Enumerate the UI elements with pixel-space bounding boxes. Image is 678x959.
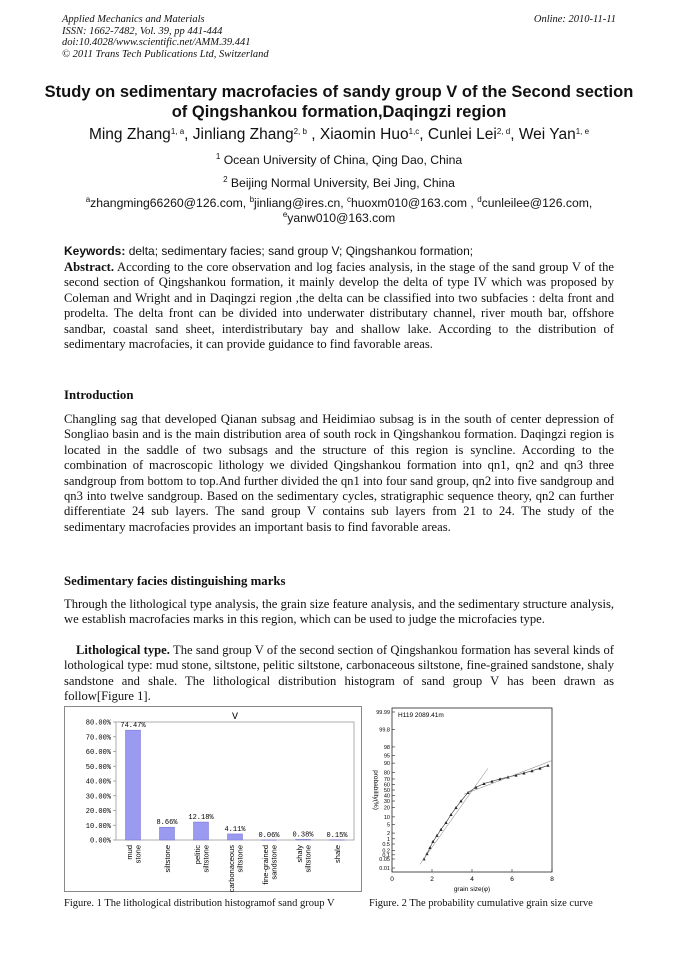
author: Wei Yan xyxy=(518,126,576,143)
plot-area xyxy=(116,722,354,840)
y-tick-label: 60.00% xyxy=(85,749,111,757)
data-label: 8.66% xyxy=(156,819,178,828)
x-tick-label: 6 xyxy=(510,876,514,883)
author-list: Ming Zhang$^{1, a}$, Jinliang Zhang$^{2, b}$ , Xiaomin Huo$^{1,c}$, Cunlei Lei$^{2, d}$, Wei Yan$^{1, e}$ xyxy=(88,126,590,143)
category-label-line: pelitic xyxy=(192,845,202,865)
online-date: Online: 2010-11-11 xyxy=(533,14,616,25)
journal-name: Applied Mechanics and Materials xyxy=(62,14,205,25)
introduction-text: Changling sag that developed Qianan subsag and Heidimiao subsag is in the south of center depression of Songliao basin and is the main distribution area of south rock in Qingshankou formation. Daqingzi region is located in the saddle of two subsags and the structure of this region is syncline. According to the combination of macroscopic lithology we divided Qingshankou formation into qn1, qn2 and qn3 three sandgroup from bottom to top.And further divided the qn1 into four sand group, qn2 into five sandgroup and qn3 into twelve sandgroup. Based on the sedimentary cycles, stratigraphic sequence theory, qn2 can further differentiate 24 sub layers. The sand group V contains sub layers from 21 to 24. The study of the sedimentary macrofacies provides an important basis to find favorable areas. xyxy=(64,412,614,534)
category-label xyxy=(261,845,279,885)
figure-2-caption: Figure. 2 The probability cumulative grain size curve xyxy=(369,898,593,909)
marks-text: Through the lithological type analysis, the grain size feature analysis, and the sedimentary structure analysis, we establish macrofacies marks in this region, which can be used to judge the microfacies type. xyxy=(64,597,614,627)
x-tick-label: 4 xyxy=(470,876,474,883)
y-tick-label: 0.1 xyxy=(382,852,390,859)
affiliation-2: $^2$ Beijing Normal University, Bei Jing, China xyxy=(223,175,455,190)
paper-title: Study on sedimentary macrofacies of sandy group V of the Second section of Qingshankou formation,Daqingzi region xyxy=(44,83,634,121)
category-label-line: sandstone xyxy=(269,845,279,880)
abstract: Abstract. According to the core observation and log facies analysis, in the stage of the sand group V of the second section of Qingshankou formation, it mainly develop the delta of type IV which was proposed by Coleman and Wright and in Daqingzi region ,the delta can be classified into two subfacies : delta front and prodelta. The delta front can be divided into underwater distributary channel, river mouth bar, offshore sandbar, coastal sand sheet, interdistributary bay and shallow lake. According to the distribution of sedimentary macrofacies, it can provide guidance to find favorable areas. xyxy=(64,260,614,352)
category-label-line: mud xyxy=(124,845,134,860)
y-tick-label: 0.2 xyxy=(382,848,390,855)
y-tick-label: 70.00% xyxy=(85,734,111,743)
bar xyxy=(126,730,141,840)
x-axis-label: grain size(φ) xyxy=(453,886,491,893)
y-tick-label: 10.00% xyxy=(85,822,111,831)
grain-size-probability-plot xyxy=(366,704,616,896)
y-tick-label: 50 xyxy=(383,788,390,794)
journal-header xyxy=(62,14,616,60)
y-tick-label: 70 xyxy=(383,777,390,784)
bar xyxy=(228,834,243,840)
category-label-line: siltstone xyxy=(163,845,172,873)
x-tick-label: 0 xyxy=(390,876,394,883)
category-label-line: carbonaceous xyxy=(226,845,236,892)
y-tick-label: 0.05 xyxy=(379,857,390,864)
bar xyxy=(194,822,209,840)
y-tick-label: 0.5 xyxy=(382,842,390,849)
lithology-histogram xyxy=(64,706,362,892)
y-tick-label: 80 xyxy=(383,770,390,777)
figure-1-caption: Figure. 1 The lithological distribution histogramof sand group V xyxy=(64,898,335,909)
y-tick-label: 5 xyxy=(386,822,390,829)
marks-heading: Sedimentary facies distinguishing marks xyxy=(64,574,286,588)
data-label: 4.11% xyxy=(224,825,246,834)
chart-title: V xyxy=(231,712,239,723)
y-tick-label: 0.00% xyxy=(89,837,111,846)
keywords: Keywords: delta; sedimentary facies; sand group V; Qingshankou formation; xyxy=(64,244,474,258)
issn: ISSN: 1662-7482, Vol. 39, pp 441-444 xyxy=(62,25,223,37)
x-tick-label: 8 xyxy=(550,876,554,883)
y-tick-label: 30.00% xyxy=(85,793,111,802)
bar xyxy=(296,839,311,840)
category-label-line: siltstone xyxy=(303,845,313,873)
category-label-line: siltstone xyxy=(235,845,245,873)
y-tick-label: 99.8 xyxy=(379,727,390,734)
data-label: 0.38% xyxy=(292,831,314,840)
affiliation-1: $^1$ Ocean University of China, Qing Dao, China xyxy=(215,152,463,167)
author: Xiaomin Huo xyxy=(319,126,409,143)
y-axis-label: probability(%) xyxy=(372,770,379,810)
x-tick-label: 2 xyxy=(430,876,434,883)
category-label xyxy=(333,845,342,863)
y-tick-label: 1 xyxy=(386,836,390,843)
category-label-line: fine-grained xyxy=(260,845,270,885)
author: Ming Zhang xyxy=(88,126,171,143)
well-annotation: H119 2089.41m xyxy=(398,712,444,719)
y-tick-label: 40 xyxy=(383,793,390,800)
y-tick-label: 90 xyxy=(383,761,390,768)
y-tick-label: 99.99 xyxy=(376,710,390,716)
y-tick-label: 20.00% xyxy=(85,808,111,816)
data-label: 0.06% xyxy=(258,831,280,840)
y-tick-label: 98 xyxy=(383,744,390,751)
author: Jinliang Zhang xyxy=(192,126,294,143)
doi: doi:10.4028/www.scientific.net/AMM.39.441 xyxy=(62,37,251,48)
category-label-line: siltstone xyxy=(201,845,211,873)
y-tick-label: 20 xyxy=(383,805,390,812)
data-label: 74.47% xyxy=(120,722,146,731)
category-label-line: stone xyxy=(133,845,143,864)
y-tick-label: 2 xyxy=(386,831,390,838)
category-label-line: shaly xyxy=(294,845,304,863)
y-tick-label: 50.00% xyxy=(85,763,111,772)
lithological-paragraph: Lithological type. The sand group V of the second section of Qingshankou formation has several kinds of lothological type: mud stone, siltstone, pelitic siltstone, carbonaceous siltstone, fine-grained sandstone, shaly sandstone and shale. The lithological distribution histogram of sand group V has been drawn as follow[Figure 1]. xyxy=(64,643,614,704)
data-label: 0.15% xyxy=(326,831,348,840)
y-tick-label: 40.00% xyxy=(85,778,111,787)
bar xyxy=(160,827,175,840)
introduction-heading: Introduction xyxy=(64,388,134,402)
y-tick-label: 0.01 xyxy=(379,866,390,872)
category-label-line: shale xyxy=(333,845,342,863)
data-label: 12.18% xyxy=(188,814,214,823)
y-tick-label: 30 xyxy=(383,798,390,805)
y-tick-label: 10 xyxy=(383,814,390,821)
y-tick-label: 60 xyxy=(383,782,390,789)
author-emails: $^a$zhangming66260@126.com, $^b$jinliang@ires.cn, $^c$huoxm010@163.com , $^d$cunleilee@126.com, $^e$yanw010@163.com xyxy=(85,195,593,225)
y-tick-label: 95 xyxy=(383,753,390,760)
y-tick-label: 80.00% xyxy=(85,719,111,728)
author: Cunlei Lei xyxy=(427,126,497,143)
category-label xyxy=(163,845,172,873)
copyright: © 2011 Trans Tech Publications Ltd, Switzerland xyxy=(62,48,269,60)
